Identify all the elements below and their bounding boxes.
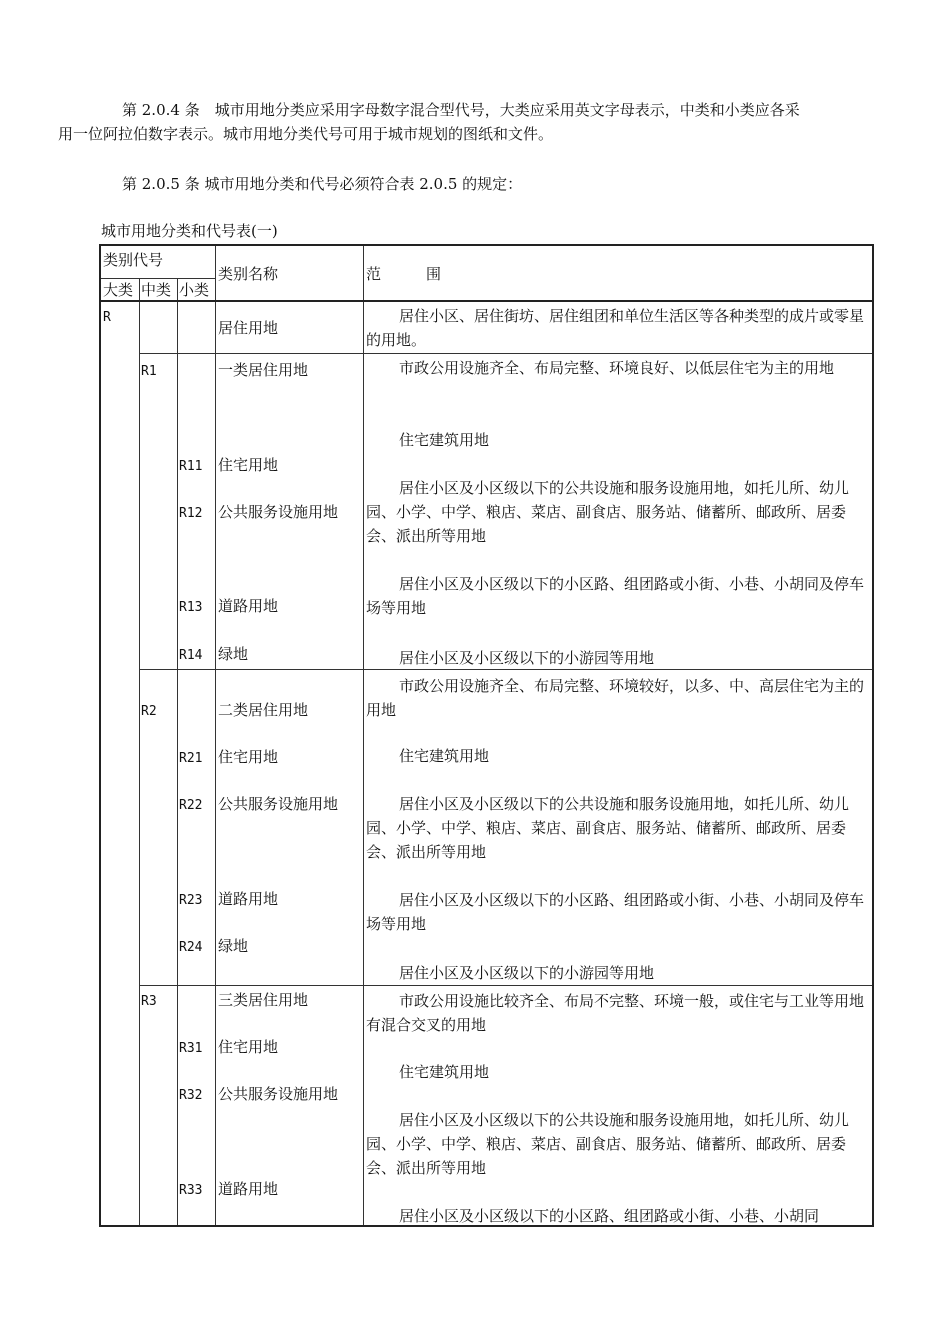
code-minor: R32 — [179, 1088, 203, 1103]
class-name: 住宅用地 — [218, 748, 279, 766]
range-cell: 居住小区及小区级以下的小游园等用地 — [399, 649, 655, 667]
class-name: 道路用地 — [218, 597, 279, 615]
land-use-classification-table — [99, 244, 874, 1227]
col-divider — [215, 246, 216, 1225]
range-cell: 住宅建筑用地 — [399, 1063, 490, 1081]
class-name: 三类居住用地 — [218, 991, 309, 1009]
range-cell: 住宅建筑用地 — [399, 747, 490, 765]
range-cell: 市政公用设施齐全、布局完整、环境良好、以低层住宅为主的用地 — [399, 359, 835, 377]
class-name: 公共服务设施用地 — [218, 795, 339, 813]
paragraph-2-0-5: 第 2.0.5 条 城市用地分类和代号必须符合表 2.0.5 的规定： — [122, 175, 523, 193]
code-medium: R1 — [141, 364, 157, 379]
class-name: 绿地 — [218, 937, 249, 955]
class-name: 道路用地 — [218, 890, 279, 908]
range-cell: 居住小区及小区级以下的小游园等用地 — [399, 964, 655, 982]
range-cell: 居住小区及小区级以下的公共设施和服务设施用地，如托儿所、幼儿园、小学、中学、粮店、菜店、副食店、服务站、储蓄所、邮政所、居委会、派出所等用地 — [366, 479, 850, 545]
code-minor: R33 — [179, 1183, 203, 1198]
code-minor: R13 — [179, 600, 203, 615]
table-caption: 城市用地分类和代号表(一) — [101, 222, 278, 240]
row-divider — [139, 985, 872, 986]
code-minor: R24 — [179, 940, 203, 955]
class-name: 居住用地 — [218, 319, 279, 337]
range-cell: 居住小区及小区级以下的小区路、组团路或小街、小巷、小胡同 — [399, 1207, 820, 1225]
range-cell: 居住小区及小区级以下的公共设施和服务设施用地，如托儿所、幼儿园、小学、中学、粮店、菜店、副食店、服务站、储蓄所、邮政所、居委会、派出所等用地 — [366, 795, 850, 861]
code-major: R — [103, 310, 111, 325]
header-divider — [101, 278, 215, 279]
code-minor: R11 — [179, 459, 203, 474]
row-divider — [139, 353, 872, 354]
class-name: 住宅用地 — [218, 456, 279, 474]
class-name: 二类居住用地 — [218, 701, 309, 719]
header-name: 类别名称 — [218, 265, 279, 283]
header-range: 范 围 — [366, 265, 442, 283]
class-name: 住宅用地 — [218, 1038, 279, 1056]
code-minor: R23 — [179, 893, 203, 908]
range-cell: 居住小区及小区级以下的小区路、组团路或小街、小巷、小胡同及停车场等用地 — [366, 891, 865, 933]
code-minor: R31 — [179, 1041, 203, 1056]
class-name: 绿地 — [218, 645, 249, 663]
range-cell: 市政公用设施齐全、布局完整、环境较好，以多、中、高层住宅为主的用地 — [366, 677, 865, 719]
code-minor: R12 — [179, 506, 203, 521]
code-medium: R3 — [141, 994, 157, 1009]
header-code-group: 类别代号 — [103, 251, 164, 269]
header-medium: 中类 — [141, 281, 172, 299]
paragraph-2-0-4 — [58, 98, 880, 146]
col-divider — [139, 279, 140, 1225]
paragraph-line: 用一位阿拉伯数字表示。城市用地分类代号可用于城市规划的图纸和文件。 — [58, 125, 554, 143]
class-name: 公共服务设施用地 — [218, 503, 339, 521]
range-cell: 居住小区及小区级以下的小区路、组团路或小街、小巷、小胡同及停车场等用地 — [366, 575, 865, 617]
code-minor: R22 — [179, 798, 203, 813]
range-cell: 居住小区、居住街坊、居住组团和单位生活区等各种类型的成片或零星的用地。 — [366, 307, 865, 349]
header-major: 大类 — [103, 281, 134, 299]
col-divider — [177, 279, 178, 1225]
code-minor: R21 — [179, 751, 203, 766]
class-name: 道路用地 — [218, 1180, 279, 1198]
header-bottom-rule — [101, 300, 872, 302]
class-name: 一类居住用地 — [218, 361, 309, 379]
range-cell: 住宅建筑用地 — [399, 431, 490, 449]
header-minor: 小类 — [179, 281, 210, 299]
range-cell: 市政公用设施比较齐全、布局不完整、环境一般，或住宅与工业等用地有混合交叉的用地 — [366, 992, 865, 1034]
code-medium: R2 — [141, 704, 157, 719]
col-divider — [363, 246, 364, 1225]
code-minor: R14 — [179, 648, 203, 663]
range-cell: 居住小区及小区级以下的公共设施和服务设施用地，如托儿所、幼儿园、小学、中学、粮店、菜店、副食店、服务站、储蓄所、邮政所、居委会、派出所等用地 — [366, 1111, 850, 1177]
paragraph-line: 第 2.0.4 条 城市用地分类应采用字母数字混合型代号，大类应采用英文字母表示，中类和小类应各采 — [122, 101, 800, 119]
class-name: 公共服务设施用地 — [218, 1085, 339, 1103]
